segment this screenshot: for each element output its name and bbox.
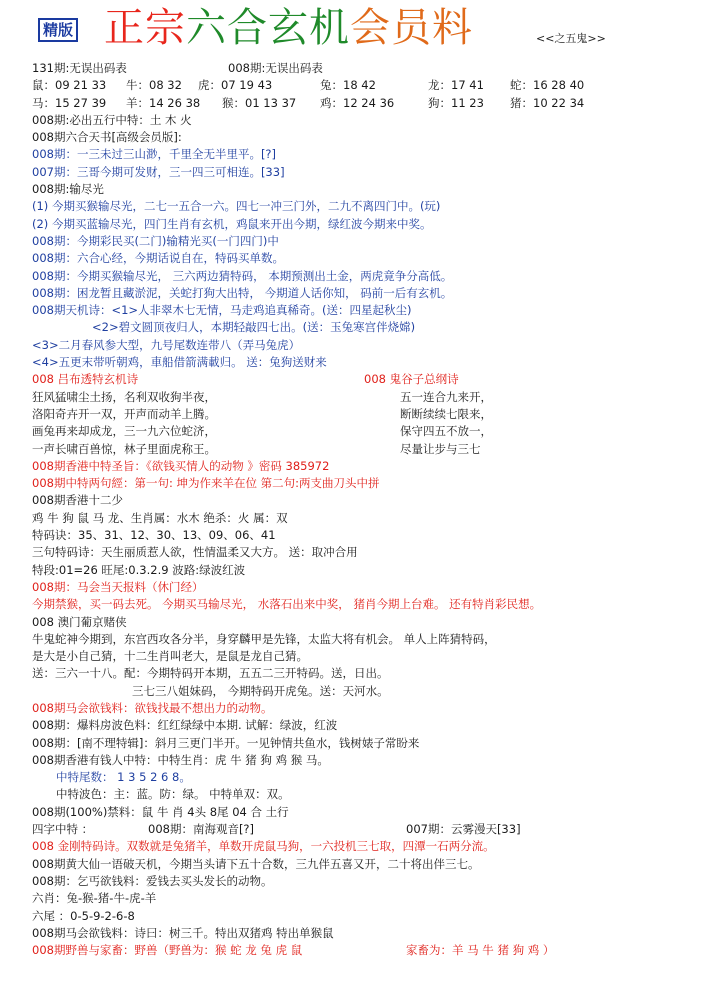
zodiac-cell: 狗：11 23 [428, 95, 484, 110]
text-line [32, 942, 702, 959]
line-text: 家畜为：羊 马 牛 猪 狗 鸡 ） [406, 943, 555, 958]
line-text: 四字中特 ： [32, 822, 94, 837]
text-line: 008期六合天书[高级会员版]: [32, 130, 182, 145]
header [0, 0, 713, 58]
text-line: 送：三六一十八。配：今期特码开本期，五五二三开特码。送，日出。 [32, 666, 389, 681]
poem-text: 五一连合九来开， [400, 389, 492, 404]
text-line: 007期：三哥今期可发财，三一四三可相连。[33] [32, 164, 285, 179]
text-line: 008 澳门葡京赌侠 [32, 614, 127, 629]
text-line: 008期：一三未过三山渺，千里全无半里平。[?] [32, 147, 277, 162]
text-line [32, 821, 702, 838]
line-text: 008期:无误出码表 [228, 61, 323, 75]
text-line: 008期：马会当天报料（休门经） [32, 579, 204, 594]
version-badge: 精版 [38, 18, 78, 42]
text-line: 六尾 ：0-5-9-2-6-8 [32, 908, 135, 923]
text-line: 008期马会欲钱料：欲钱找最不想出力的动物。 [32, 700, 273, 715]
text-line: 008期：[南不理特辑]：斜月三更门半开。一见钟情共鱼水，钱树婊子常盼来 [32, 735, 420, 750]
poem-line [32, 423, 702, 440]
text-line: 008期中特两句經：第一句: 坤为作来羊在位 第二句:两支曲刀头中拼 [32, 476, 380, 491]
zodiac-cell: 蛇：16 28 40 [510, 78, 585, 93]
text-line: 是大是小自己猜，十二生肖叫老大，是鼠是龙自己猜。 [32, 649, 308, 664]
text-line: 008期:必出五行中特：土 木 火 [32, 112, 192, 127]
poem-text: 一声长啸百兽惊，林子里面虎称王。 [32, 441, 216, 456]
text-line: 008期：今期彩民买(二门)输精光买(一门四门)中 [32, 233, 279, 248]
page-title [104, 4, 473, 52]
poem-line [32, 441, 702, 458]
text-line: 今期禁猴，买一码去死。 今期买马输尽光， 水落石出来中奖， 猪肖今期上台难。 还有特肖彩民想。 [32, 597, 542, 612]
title-part-a: 正宗 [104, 5, 186, 51]
zodiac-cell: 鼠：09 21 33 [32, 78, 107, 93]
text-line: 008期天机诗：<1>人非翠木七无情，马走鸡追真稀奇。(送：四星起秋尘) [32, 303, 412, 318]
text-line: 008期(100%)禁料：鼠 牛 肖 4头 8尾 04 合 土行 [32, 804, 289, 819]
text-line: 三七三八姐妹码， 今期特码开虎兔。送：天河水。 [132, 683, 389, 698]
text-line: (2) 今期买蓝输尽光，四门生肖有玄机，鸡鼠来开出今期，绿红波今期来中奖。 [32, 216, 432, 231]
text-line: 008期香港十二少 [32, 493, 123, 508]
text-line: 特段:01=26 旺尾:0.3.2.9 波路:绿波红波 [32, 562, 246, 577]
zodiac-cell: 马：15 27 39 [32, 95, 107, 110]
poem-text: 断断续续七限来， [400, 406, 492, 421]
text-line: 鸡 牛 狗 鼠 马 龙、生肖属：水木 绝杀：火 属：双 [32, 510, 288, 525]
poem-text: 洛阳奇卉开一双，开声而动羊上腾。 [32, 406, 216, 421]
text-line: 三句特码诗：天生丽质惹人欲，性情温柔又大方。 送：取冲合用 [32, 545, 358, 560]
zodiac-row [32, 95, 702, 112]
text-line: 008期:输尽光 [32, 182, 104, 197]
text-line [32, 60, 702, 77]
text-line: 六肖：兔-猴-猪-牛-虎-羊 [32, 891, 157, 906]
poem-text: 保守四五不放一， [400, 424, 492, 439]
poem-headings [32, 371, 702, 388]
title-part-b: 六合玄机 [186, 5, 350, 51]
text-line: 中特波色：主：蓝。防：绿。 中特单双：双。 [56, 787, 290, 802]
poem-line [32, 389, 702, 406]
text-line: 008 金刚特码诗。双数就是兔猪羊，单数开虎鼠马狗，一六投机三七取，四潭一石两分流。 [32, 839, 495, 854]
zodiac-cell: 兔：18 42 [320, 78, 376, 93]
text-line: (1) 今期买猴输尽光，二七一五合一六。四七一冲三门外，二九不离四门中。(玩) [32, 199, 441, 214]
poem-text: 画兔再来却成龙，三一九六位蛇济， [32, 424, 216, 439]
text-line: 008期：乞丐欲钱料：爱钱去买头发长的动物。 [32, 873, 273, 888]
text-line: 008期黄大仙一语破天机，今期当头请下五十合数，三九伴五喜又开，二十将出伴三七。 [32, 856, 480, 871]
text-line: 008期香港有钱人中特：中特生肖：虎 牛 猪 狗 鸡 猴 马。 [32, 752, 329, 767]
text-line: <2>碧文圆顶夜归人，本期轻敲四七出。(送：玉兔寒宫伴烧嫦) [92, 320, 416, 335]
zodiac-cell: 猴：01 13 37 [222, 95, 297, 110]
zodiac-cell: 鸡：12 24 36 [320, 95, 395, 110]
poem-heading: 008 鬼谷子总纲诗 [364, 372, 459, 387]
document-body [32, 60, 702, 959]
text-line: 特码诀：35、31、12、30、13、09、06、41 [32, 528, 276, 543]
poem-heading: 008 吕布透特玄机诗 [32, 372, 139, 387]
text-line: 008期：困龙暂且藏淤泥，关蛇打狗大出特， 今期道人话你知， 码前一后有玄机。 [32, 285, 453, 300]
poem-line [32, 406, 702, 423]
poem-text: 尽量让步与三七 [400, 441, 481, 456]
text-line: 008期：今期买猴输尽光， 三六两边猜特码， 本期预测出土金，两虎竟争分高低。 [32, 268, 453, 283]
text-line: <3>二月春风参大型，九号尾数连带八（弄马兔虎） [32, 337, 301, 352]
zodiac-cell: 牛：08 32 [126, 78, 182, 93]
zodiac-cell: 虎：07 19 43 [198, 78, 273, 93]
poem-text: 狂风猛啸尘土扬，名利双收狗半夜， [32, 389, 216, 404]
zodiac-cell: 龙：17 41 [428, 78, 484, 93]
line-text: 007期：云雾漫天[33] [406, 822, 521, 837]
text-line: 中特尾数： 1 3 5 2 6 8。 [56, 770, 191, 785]
text-line: <4>五更末带听朝鸡，車船借箭满載归。 送：兔狗送财来 [32, 355, 327, 370]
page-subtitle: <<之五鬼>> [536, 32, 606, 45]
zodiac-row [32, 77, 702, 94]
line-text: 008期：南海观音[?] [148, 822, 255, 837]
zodiac-cell: 猪：10 22 34 [510, 95, 585, 110]
text-line: 牛鬼蛇神今期到，东宫西攻各分半，身穿麟甲是先锋，太监大将有机会。 单人上阵猜特码， [32, 631, 496, 646]
text-line: 008期马会欲钱料：诗曰：树三千。特出双猪鸡 特出单猴鼠 [32, 925, 334, 940]
line-text: 131期:无误出码表 [32, 61, 127, 75]
text-line: 008期：六合心经，今期话说自在，特码买单数。 [32, 251, 284, 266]
text-line: 008期香港中特圣旨：《欲钱买情人的动物 》密码 385972 [32, 458, 330, 473]
text-line: 008期：爆料房波色料：红红绿绿中本期. 试解：绿波，红波 [32, 718, 338, 733]
line-text: 008期野兽与家畜：野兽（野兽为：猴 蛇 龙 兔 虎 鼠 [32, 943, 303, 958]
title-part-c: 会员料 [350, 5, 473, 51]
zodiac-cell: 羊：14 26 38 [126, 95, 201, 110]
